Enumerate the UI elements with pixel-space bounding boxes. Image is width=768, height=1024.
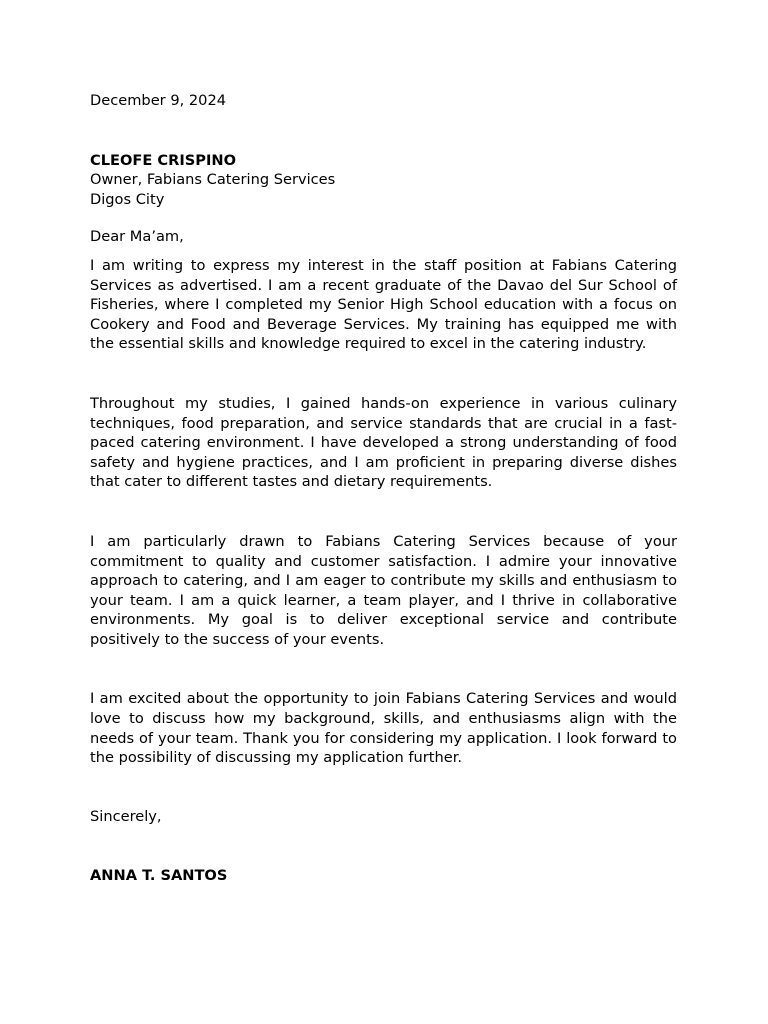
paragraph-intro: I am writing to express my interest in the staff position at Fabians Catering Services as advertised. I am a recent graduate of the Davao del Sur School of Fisheries, where I completed my Senior High School education with a focus on Cookery and Food and Beverage Services. My training has equipped me with the essential skills and knowledge required to excel in the catering industry. [90,256,677,353]
salutation: Dear Ma’am, [90,228,184,246]
letter-date: December 9, 2024 [90,92,227,109]
paragraph-experience: Throughout my studies, I gained hands-on experience in various culinary techniques, food preparation, and service standards that are crucial in a fast-paced catering environment. I have developed a strong understanding of food safety and hygiene practices, and I am proficient in preparing diverse dishes that cater to different tastes and dietary requirements. [90,394,677,491]
signer-name: ANNA T. SANTOS [90,867,228,885]
recipient-location: Digos City [90,190,165,208]
closing: Sincerely, [90,807,162,825]
recipient-title: Owner, Fabians Catering Services [90,171,336,189]
recipient-name: CLEOFE CRISPINO [90,151,237,169]
recipient-block [90,151,677,210]
letter-body [90,91,677,886]
paragraph-motivation: I am particularly drawn to Fabians Catering Services because of your commitment to quality and customer satisfaction. I admire your innovative approach to catering, and I am eager to contribute my skills and enthusiasm to your team. I am a quick learner, a team player, and I thrive in collaborative environments. My goal is to deliver exceptional service and contribute positively to the success of your events. [90,532,677,648]
paragraph-conclusion: I am excited about the opportunity to join Fabians Catering Services and would love to discuss how my background, skills, and enthusiasms align with the needs of your team. Thank you for considering my application. I look forward to the possibility of discussing my application further. [90,690,677,767]
